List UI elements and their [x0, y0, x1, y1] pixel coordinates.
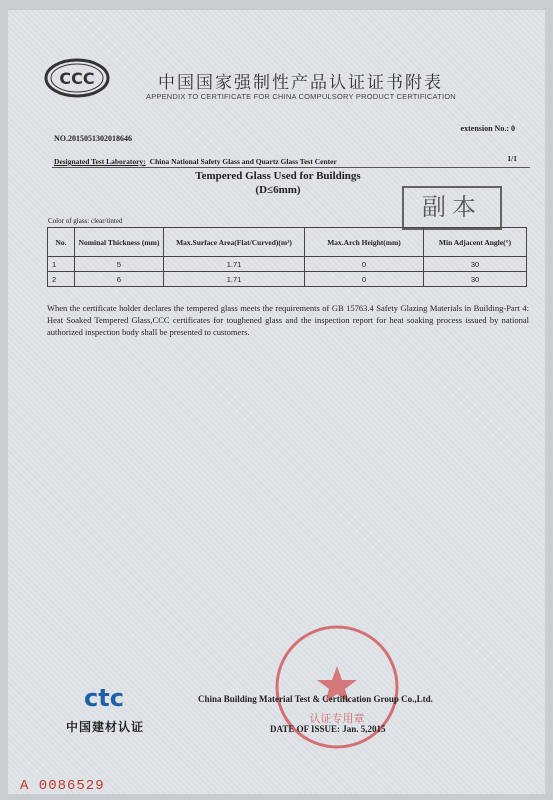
lab-label: Designated Test Laboratory: [54, 157, 146, 166]
table-header-row [48, 228, 527, 257]
table-title: Tempered Glass Used for Buildings [195, 170, 361, 182]
col-thickness: Nominal Thickness (mm) [75, 228, 164, 257]
color-of-glass: Color of glass: clear/tinted [48, 217, 123, 225]
declaration-paragraph: When the certificate holder declares the tempered glass meets the requirements of GB 15763.4 Safety Glazing Materials in Building-Part 4: Heat Soaked Tempered Glass,CCC certificates for toughened glass and the inspection report for heat soaking process issued by national authorized inspection body shall be presented to customers. [47, 303, 529, 337]
col-angle: Min Adjacent Angle(°) [424, 228, 527, 257]
spec-table [47, 227, 527, 287]
page-number: 1/1 [507, 154, 517, 163]
cell: 30 [424, 257, 527, 272]
date-value: Jan. 5,2015 [342, 724, 386, 734]
certificate-number: NO.2015051302018646 [54, 134, 132, 143]
cell: 30 [424, 272, 527, 287]
cell: 0 [305, 272, 424, 287]
lab-value: China National Safety Glass and Quartz Glass Test Center [149, 157, 337, 166]
cell: 0 [305, 257, 424, 272]
title-chinese: 中国国家强制性产品认证证书附表 [158, 73, 443, 93]
extension-label: extension No.: [460, 124, 509, 133]
svg-text:CCC: CCC [59, 69, 95, 88]
ctc-logo-icon [74, 686, 134, 710]
extension-number [461, 124, 515, 133]
table-row [48, 257, 527, 272]
date-label: DATE OF ISSUE: [270, 724, 341, 734]
cell: 1.71 [164, 257, 305, 272]
svg-text:认证专用章: 认证专用章 [309, 712, 365, 725]
issuer-name: China Building Material Test & Certification Group Co.,Ltd. [198, 694, 433, 704]
cell: 5 [75, 257, 164, 272]
cell: 1.71 [164, 272, 305, 287]
svg-text:ctc: ctc [84, 686, 124, 710]
col-arch: Max.Arch Height(mm) [305, 228, 424, 257]
extension-value: 0 [511, 124, 515, 133]
ctc-chinese-name: 中国建材认证 [66, 720, 145, 734]
table-subtitle: (D≤6mm) [255, 184, 301, 196]
copy-stamp: 副本 [402, 186, 502, 230]
date-of-issue [270, 724, 386, 734]
title-english: APPENDIX TO CERTIFICATE FOR CHINA COMPULSORY PRODUCT CERTIFICATION [146, 92, 456, 101]
table-row [48, 272, 527, 287]
certificate-page [8, 10, 545, 794]
cell: 2 [48, 272, 75, 287]
cell: 1 [48, 257, 75, 272]
designated-lab [54, 157, 337, 166]
col-no: No. [48, 228, 75, 257]
serial-number: A 0086529 [20, 778, 105, 794]
divider [52, 167, 530, 168]
ccc-logo-icon [44, 58, 110, 98]
col-area: Max.Surface Area(Flat/Curved)(m²) [164, 228, 305, 257]
cell: 6 [75, 272, 164, 287]
